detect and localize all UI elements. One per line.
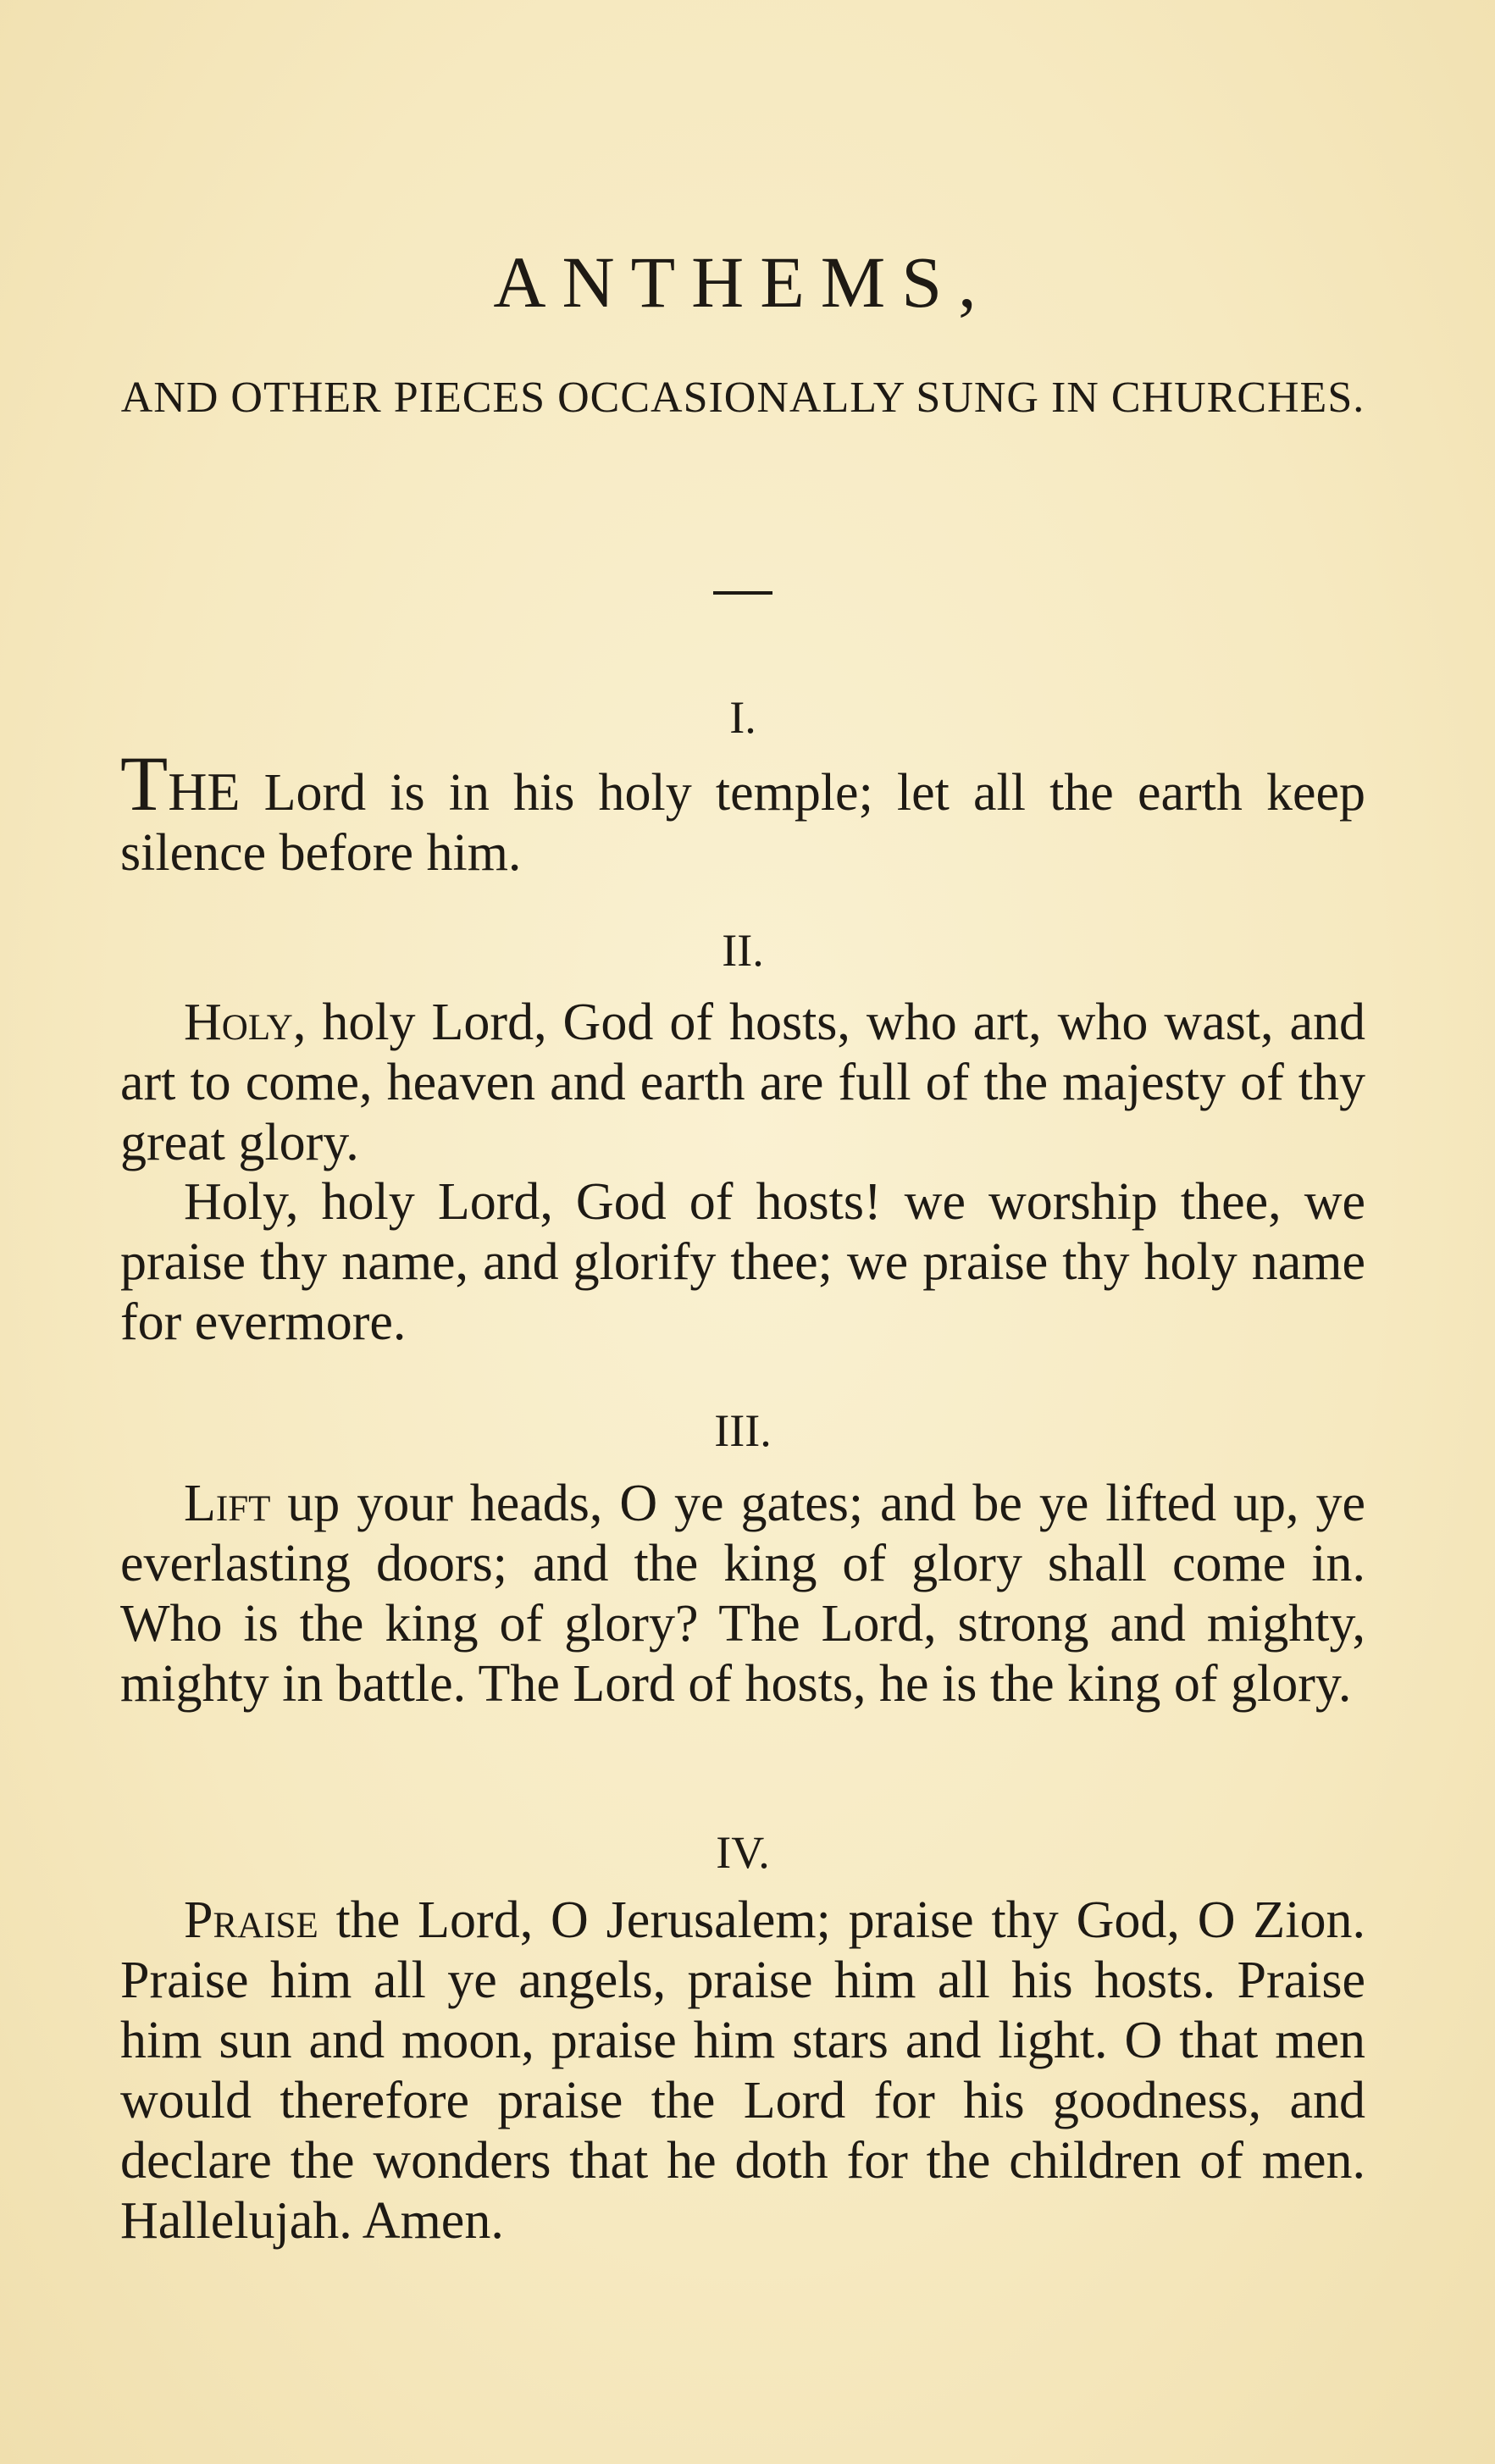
anthem-paragraph-2a — [120, 993, 1365, 1173]
paragraph-lead: The — [120, 740, 241, 827]
section-numeral-4: IV. — [716, 1827, 770, 1878]
paragraph-text: the Lord, O Jerusalem; praise thy God, O Zion. Praise him all ye angels, praise him all his hosts. Praise him sun and moon, praise him stars and light. O that men would therefore praise the Lord for his goodness, and declare the wonders that he doth for the children of men. Hallelujah. Amen. — [120, 1891, 1365, 2250]
paragraph-text: holy Lord, God of hosts, who art, who wast, and art to come, heaven and earth are full of the majesty of thy great glory. — [120, 994, 1365, 1171]
paragraph-text: up your heads, O ye gates; and be ye lifted up, ye everlasting doors; and the king of glory shall come in. Who is the king of glory? The Lord, strong and mighty, mighty in battle. The Lord of hosts, he is the king of glory. — [120, 1475, 1365, 1713]
anthem-paragraph-2b — [120, 1172, 1365, 1353]
section-numeral-1: I. — [729, 692, 756, 743]
section-numeral-3: III. — [714, 1405, 772, 1456]
section-numeral-2: II. — [722, 925, 764, 976]
paragraph-text: Lord is in his holy temple; let all the earth keep silence before him. — [120, 764, 1365, 882]
section-divider — [713, 591, 772, 595]
anthem-paragraph-1 — [120, 740, 1365, 883]
page-subtitle: AND OTHER PIECES OCCASIONALLY SUNG IN CHURCHES. — [120, 374, 1365, 422]
anthem-paragraph-3 — [120, 1474, 1365, 1714]
paragraph-lead: Holy, — [184, 994, 307, 1051]
paragraph-lead: Lift — [184, 1475, 271, 1532]
paragraph-text: Holy, holy Lord, God of hosts! we worship thee, we praise thy name, and glorify thee; we praise thy holy name for evermore. — [120, 1173, 1365, 1351]
paragraph-lead: Praise — [184, 1891, 318, 1949]
anthem-paragraph-4 — [120, 1891, 1365, 2251]
page-title: ANTHEMS, — [493, 241, 993, 323]
